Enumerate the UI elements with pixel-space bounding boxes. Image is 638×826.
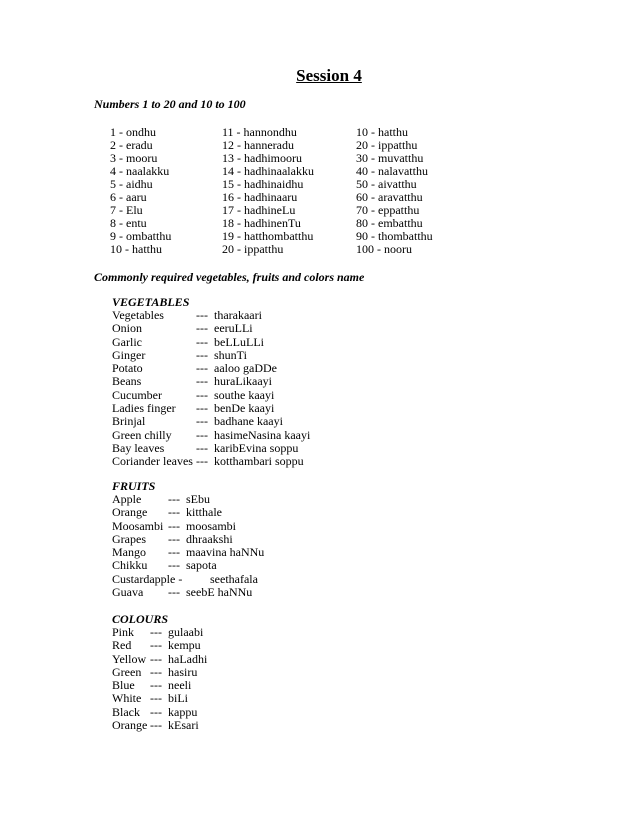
colours-row: [112, 678, 192, 693]
vegetables-row: [112, 347, 247, 362]
fruits-row: [112, 545, 265, 560]
translation-text: maavina haNNu: [186, 545, 265, 560]
kannada-translation: [196, 349, 247, 362]
separator: ---: [196, 347, 208, 362]
kannada-translation: [168, 520, 236, 533]
separator: ---: [196, 374, 208, 389]
translation-text: southe kaayi: [214, 387, 275, 402]
number-entry: 4 - naalakku: [110, 164, 170, 178]
english-name: Cucumber: [112, 387, 162, 402]
kannada-translation: [150, 719, 199, 732]
kannada-translation: [168, 533, 233, 546]
vegetables-row: [112, 427, 311, 442]
number-entry: 10 - hatthu: [110, 242, 162, 256]
number-entry: 15 - hadhinaidhu: [222, 177, 304, 191]
colours-row: [112, 664, 198, 679]
separator: ---: [196, 414, 208, 429]
colours-row: [112, 638, 201, 653]
english-name: Beans: [112, 374, 142, 389]
separator: ---: [150, 651, 162, 666]
separator: ---: [196, 308, 208, 322]
english-name: Green chilly: [112, 427, 172, 442]
separator: ---: [150, 691, 162, 706]
colours-row: [112, 718, 199, 733]
english-name: Potato: [112, 361, 143, 376]
kannada-translation: [196, 389, 274, 402]
kannada-translation: [150, 692, 188, 705]
kannada-translation: [196, 455, 304, 468]
translation-text: hasiru: [168, 664, 198, 679]
translation-text: sapota: [186, 558, 217, 573]
vegetables-title: VEGETABLES: [112, 295, 190, 309]
kannada-translation: [150, 666, 197, 679]
number-entry: 2 - eradu: [110, 138, 153, 152]
english-name: Onion: [112, 321, 142, 336]
numbers-column-2: [222, 126, 314, 256]
separator: ---: [150, 664, 162, 679]
vegetables-row: [112, 361, 277, 376]
number-entry: 18 - hadhinenTu: [222, 216, 301, 230]
translation-text: aaloo gaDDe: [214, 361, 277, 376]
kannada-translation: [196, 442, 298, 455]
colours-row: [112, 691, 188, 706]
fruits-row: [112, 558, 217, 573]
number-entry: 3 - mooru: [110, 151, 158, 165]
english-name: Bay leaves: [112, 440, 165, 455]
number-entry: 14 - hadhinaalakku: [222, 164, 314, 178]
english-name: Guava: [112, 585, 144, 600]
vegetables-row: [112, 321, 253, 336]
english-name: White: [112, 691, 142, 706]
english-name: Grapes: [112, 531, 146, 546]
english-name: Blue: [112, 678, 135, 693]
english-name: Ladies finger: [112, 401, 176, 416]
page-title: Session 4: [296, 66, 362, 85]
kannada-translation: [150, 679, 191, 692]
colours-title: COLOURS: [112, 612, 169, 626]
vegetables-row: [112, 454, 304, 469]
number-entry: 10 - hatthu: [356, 125, 408, 139]
number-entry: 7 - Elu: [110, 203, 143, 217]
translation-text: biLi: [168, 691, 188, 706]
colours-row: [112, 704, 198, 719]
kannada-translation: [196, 402, 274, 415]
kannada-translation: [150, 639, 201, 652]
kannada-translation: [196, 375, 272, 388]
number-entry: 13 - hadhimooru: [222, 151, 302, 165]
vegetables-row: [112, 374, 272, 389]
english-name: Vegetables: [112, 308, 164, 322]
separator: ---: [196, 361, 208, 376]
separator: ---: [196, 334, 208, 349]
number-entry: 30 - muvatthu: [356, 151, 424, 165]
vegetables-row: [112, 387, 275, 402]
kannada-translation: [196, 362, 277, 375]
vegetables-section: [112, 295, 311, 469]
separator: ---: [168, 558, 180, 573]
number-entry: 20 - ippatthu: [356, 138, 418, 152]
kannada-translation: [168, 493, 210, 506]
translation-text: haLadhi: [168, 651, 208, 666]
translation-text: hasimeNasina kaayi: [214, 427, 311, 442]
translation-text: sEbu: [186, 492, 210, 506]
separator: ---: [150, 638, 162, 653]
kannada-translation: [168, 546, 264, 559]
vegetables-row: [112, 334, 264, 349]
number-entry: 50 - aivatthu: [356, 177, 417, 191]
number-entry: 100 - nooru: [356, 242, 412, 256]
separator: ---: [196, 454, 208, 469]
fruits-row: [112, 492, 210, 506]
translation-text: kEsari: [168, 718, 199, 733]
english-name: Apple: [112, 492, 142, 506]
number-entry: 40 - nalavatthu: [356, 164, 428, 178]
fruits-title: FRUITS: [112, 479, 156, 493]
kannada-translation: [150, 706, 197, 719]
number-entry: 16 - hadhinaaru: [222, 190, 298, 204]
english-name: Custardapple -: [112, 571, 183, 586]
translation-text: neeli: [168, 678, 192, 693]
translation-text: badhane kaayi: [214, 414, 283, 429]
kannada-translation: [168, 586, 252, 599]
english-name: Moosambi: [112, 518, 164, 533]
english-name: Pink: [112, 625, 135, 639]
translation-text: kotthambari soppu: [214, 454, 304, 469]
kannada-translation: [196, 322, 253, 335]
numbers-heading: Numbers 1 to 20 and 10 to 100: [94, 97, 246, 111]
english-name: Green: [112, 664, 142, 679]
separator: ---: [168, 492, 180, 506]
colours-section: [112, 612, 208, 733]
separator: ---: [168, 531, 180, 546]
separator: ---: [196, 387, 208, 402]
colours-row: [112, 625, 204, 639]
separator: ---: [150, 704, 162, 719]
separator: ---: [168, 545, 180, 560]
kannada-translation: seethafala: [210, 571, 258, 586]
vegetables-row: [112, 440, 299, 455]
translation-text: tharakaari: [214, 308, 262, 322]
english-name: Coriander leaves: [112, 454, 193, 469]
number-entry: 80 - embatthu: [356, 216, 423, 230]
separator: ---: [150, 718, 162, 733]
number-entry: 5 - aidhu: [110, 177, 153, 191]
english-name: Black: [112, 704, 140, 719]
fruits-row: [112, 531, 233, 546]
kannada-translation: [168, 506, 222, 519]
separator: ---: [150, 625, 162, 639]
english-name: Orange: [112, 505, 148, 520]
translation-text: shunTi: [214, 347, 247, 362]
separator: ---: [196, 427, 208, 442]
fruits-row: [112, 518, 236, 533]
vegetables-row: [112, 401, 275, 416]
translation-text: kitthale: [186, 505, 222, 520]
translation-text: seebE haNNu: [186, 585, 253, 600]
number-entry: 12 - hanneradu: [222, 138, 294, 152]
translation-text: moosambi: [186, 518, 236, 533]
colours-row: [112, 651, 208, 666]
number-entry: 70 - eppatthu: [356, 203, 420, 217]
translation-text: huraLikaayi: [214, 374, 272, 389]
translation-text: gulaabi: [168, 625, 204, 639]
kannada-translation: [168, 559, 217, 572]
vegetables-row: [112, 308, 262, 322]
number-entry: 6 - aaru: [110, 190, 147, 204]
common-heading: Commonly required vegetables, fruits and colors name: [94, 270, 365, 284]
english-name: Chikku: [112, 558, 148, 573]
separator: ---: [168, 505, 180, 520]
english-name: Mango: [112, 545, 146, 560]
number-entry: 9 - ombatthu: [110, 229, 172, 243]
kannada-translation: [196, 336, 264, 349]
kannada-translation: [196, 415, 283, 428]
number-entry: 11 - hannondhu: [222, 125, 297, 139]
kannada-translation: [196, 309, 262, 322]
number-entry: 17 - hadhineLu: [222, 203, 296, 217]
number-entry: 90 - thombatthu: [356, 229, 433, 243]
number-entry: 1 - ondhu: [110, 125, 156, 139]
fruits-row: [112, 585, 253, 600]
english-name: Ginger: [112, 347, 146, 362]
translation-text: kappu: [168, 704, 198, 719]
english-name: Garlic: [112, 334, 142, 349]
separator: ---: [168, 585, 180, 600]
separator: ---: [168, 518, 180, 533]
separator: ---: [196, 321, 208, 336]
translation-text: dhraakshi: [186, 531, 233, 546]
vegetables-row: [112, 414, 283, 429]
numbers-column-1: [110, 126, 171, 256]
fruits-row: [112, 571, 258, 586]
number-entry: 8 - entu: [110, 216, 147, 230]
english-name: Orange: [112, 718, 148, 733]
english-name: Yellow: [112, 651, 147, 666]
kannada-translation: [150, 626, 203, 639]
translation-text: karibEvina soppu: [214, 440, 299, 455]
separator: ---: [150, 678, 162, 693]
kannada-translation: [150, 653, 207, 666]
english-name: Red: [112, 638, 132, 653]
kannada-translation: [196, 429, 310, 442]
separator: ---: [196, 440, 208, 455]
english-name: Brinjal: [112, 414, 146, 429]
number-entry: 60 - aravatthu: [356, 190, 423, 204]
fruits-section: [112, 479, 265, 600]
translation-text: kempu: [168, 638, 201, 653]
numbers-column-3: [356, 126, 433, 256]
translation-text: eeruLLi: [214, 321, 253, 336]
number-entry: 19 - hatthombatthu: [222, 229, 314, 243]
translation-text: beLLuLLi: [214, 334, 264, 349]
translation-text: benDe kaayi: [214, 401, 275, 416]
number-entry: 20 - ippatthu: [222, 242, 284, 256]
separator: ---: [196, 401, 208, 416]
fruits-row: [112, 505, 222, 520]
